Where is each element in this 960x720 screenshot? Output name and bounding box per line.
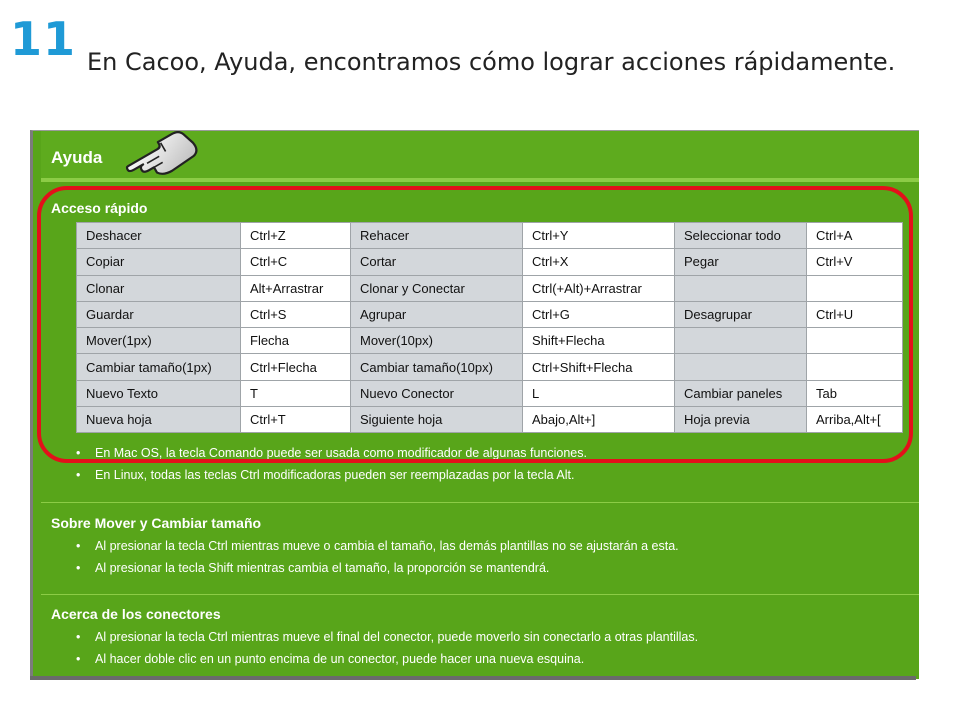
list-item: • Al presionar la tecla Shift mientras cambia el tamaño, la proporción se mantendrá.: [73, 557, 679, 579]
list-item: • Al hacer doble clic en un punto encima de un conector, puede hacer una nueva esquina.: [73, 648, 698, 670]
section-divider: [41, 594, 919, 595]
shortcut-cell: Arriba,Alt+[: [807, 407, 903, 433]
shortcut-cell: Ctrl+Shift+Flecha: [523, 354, 675, 380]
action-cell: Clonar y Conectar: [351, 275, 523, 301]
shortcut-cell: Ctrl+Z: [241, 223, 351, 249]
shortcut-cell: Abajo,Alt+]: [523, 407, 675, 433]
action-cell: Cambiar tamaño(10px): [351, 354, 523, 380]
shortcut-cell: Alt+Arrastrar: [241, 275, 351, 301]
slide-heading: En Cacoo, Ayuda, encontramos cómo lograr acciones rápidamente.: [87, 48, 896, 76]
connectors-title: Acerca de los conectores: [51, 606, 221, 622]
list-item: • Al presionar la tecla Ctrl mientras mueve el final del conector, puede moverlo sin conectarlo a otras plantillas.: [73, 626, 698, 648]
move-resize-title: Sobre Mover y Cambiar tamaño: [51, 515, 262, 531]
slide-number: 11: [10, 12, 77, 66]
shortcut-cell: Flecha: [241, 328, 351, 354]
action-cell: Cambiar paneles: [675, 380, 807, 406]
action-cell: Desagrupar: [675, 301, 807, 327]
action-cell: Mover(1px): [77, 328, 241, 354]
action-cell: Agrupar: [351, 301, 523, 327]
shortcut-cell: Ctrl+C: [241, 249, 351, 275]
action-cell: Nueva hoja: [77, 407, 241, 433]
action-cell: Copiar: [77, 249, 241, 275]
action-cell: Seleccionar todo: [675, 223, 807, 249]
list-item: • En Mac OS, la tecla Comando puede ser usada como modificador de algunas funciones.: [73, 442, 587, 464]
shortcut-cell: Tab: [807, 380, 903, 406]
shortcut-cell: Ctrl(+Alt)+Arrastrar: [523, 275, 675, 301]
quick-access-highlight: [37, 186, 913, 463]
action-cell: Pegar: [675, 249, 807, 275]
action-cell: Hoja previa: [675, 407, 807, 433]
action-cell: Deshacer: [77, 223, 241, 249]
help-title: Ayuda: [51, 148, 103, 167]
action-cell: Rehacer: [351, 223, 523, 249]
shortcut-cell: Ctrl+Flecha: [241, 354, 351, 380]
shortcut-cell: Ctrl+S: [241, 301, 351, 327]
list-item: • En Linux, todas las teclas Ctrl modificadoras pueden ser reemplazadas por la tecla Alt.: [73, 464, 587, 486]
action-cell: Clonar: [77, 275, 241, 301]
shortcut-cell: Ctrl+V: [807, 249, 903, 275]
shortcut-cell: Ctrl+A: [807, 223, 903, 249]
action-cell: Cortar: [351, 249, 523, 275]
action-cell: Guardar: [77, 301, 241, 327]
shortcut-cell: Ctrl+Y: [523, 223, 675, 249]
action-cell: Cambiar tamaño(1px): [77, 354, 241, 380]
shortcut-cell: L: [523, 380, 675, 406]
pointing-hand-icon: [118, 108, 200, 184]
section-divider: [41, 502, 919, 503]
list-item: • Al presionar la tecla Ctrl mientras mueve o cambia el tamaño, las demás plantillas no se ajustarán a esta.: [73, 535, 679, 557]
move-resize-notes: [73, 535, 679, 579]
shortcut-cell: Ctrl+X: [523, 249, 675, 275]
action-cell: Siguiente hoja: [351, 407, 523, 433]
action-cell: Nuevo Texto: [77, 380, 241, 406]
action-cell: Nuevo Conector: [351, 380, 523, 406]
quick-access-title: Acceso rápido: [51, 200, 148, 216]
shortcut-cell: Ctrl+U: [807, 301, 903, 327]
connectors-notes: [73, 626, 698, 670]
shortcut-cell: T: [241, 380, 351, 406]
action-cell: Mover(10px): [351, 328, 523, 354]
screenshot-bottom-edge: [30, 676, 916, 680]
shortcut-cell: Shift+Flecha: [523, 328, 675, 354]
shortcut-cell: Ctrl+G: [523, 301, 675, 327]
shortcut-cell: Ctrl+T: [241, 407, 351, 433]
